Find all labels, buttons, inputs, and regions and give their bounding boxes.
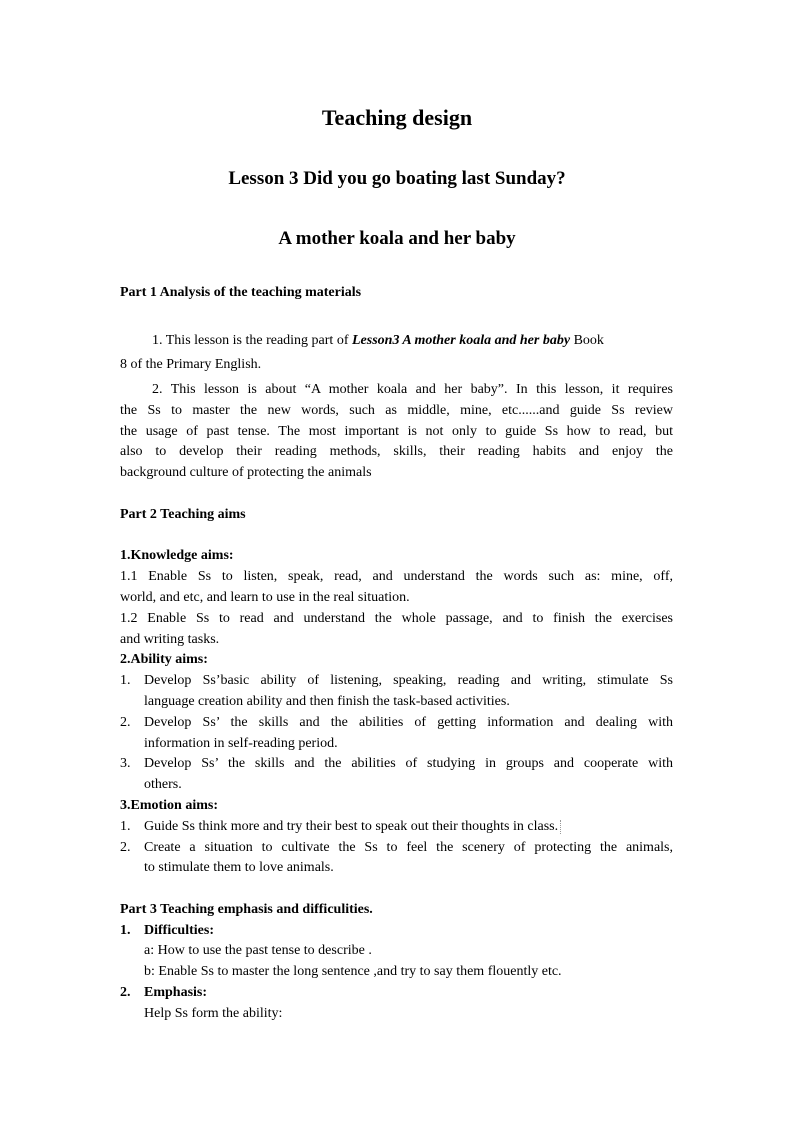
emotion-aim-1	[144, 818, 562, 836]
ability-aims-heading: 2.Ability aims:	[120, 652, 208, 667]
difficulty-b: b: Enable Ss to master the long sentence ,and try to say them flouently etc.	[144, 964, 562, 979]
ability-aim-1: Develop Ss’basic ability of listening, speaking, reading and writing, stimulate Ss	[144, 673, 673, 688]
p1-text-post: Book	[570, 333, 604, 348]
part1-paragraph2-line4: also to develop their reading methods, skills, their reading habits and enjoy the	[120, 444, 673, 459]
ability-aim-2: Develop Ss’ the skills and the abilities of getting information and dealing with	[144, 715, 673, 730]
part3-heading: Part 3 Teaching emphasis and difficulities.	[120, 902, 373, 917]
part1-paragraph1-line2: 8 of the Primary English.	[120, 357, 262, 372]
knowledge-aims-heading: 1.Knowledge aims:	[120, 548, 234, 563]
difficulty-a: a: How to use the past tense to describe .	[144, 943, 372, 958]
part1-paragraph1-line1	[152, 332, 673, 350]
ability-aim-3-number: 3.	[120, 756, 131, 771]
document-title: Teaching design	[321, 105, 473, 130]
emphasis-heading: Emphasis:	[144, 985, 208, 1000]
p1-text-pre: 1. This lesson is the reading part of	[152, 333, 352, 348]
emotion-aim-1-number: 1.	[120, 819, 131, 834]
part1-paragraph2-line1: 2. This lesson is about “A mother koala and her baby”. In this lesson, it requires	[152, 382, 673, 397]
emotion-aim-2: Create a situation to cultivate the Ss to feel the scenery of protecting the animals,	[144, 840, 673, 855]
ability-aim-3-cont: others.	[144, 777, 182, 792]
emotion-aims-heading: 3.Emotion aims:	[120, 798, 218, 813]
emphasis-number: 2.	[120, 985, 131, 1000]
lesson-subtitle: A mother koala and her baby	[278, 228, 516, 249]
emotion-aim-2-number: 2.	[120, 840, 131, 855]
difficulties-number: 1.	[120, 923, 131, 938]
difficulties-heading: Difficulties:	[144, 923, 214, 938]
knowledge-aim-2: 1.2 Enable Ss to read and understand the whole passage, and to finish the exercises	[120, 611, 673, 626]
text-cursor	[560, 820, 562, 834]
emotion-aim-2-cont: to stimulate them to love animals.	[144, 860, 334, 875]
ability-aim-2-number: 2.	[120, 715, 131, 730]
ability-aim-3: Develop Ss’ the skills and the abilities of studying in groups and cooperate with	[144, 756, 673, 771]
ability-aim-1-cont: language creation ability and then finish the task-based activities.	[144, 694, 510, 709]
knowledge-aim-2-cont: and writing tasks.	[120, 632, 220, 647]
part2-heading: Part 2 Teaching aims	[120, 507, 246, 522]
lesson-title: Lesson 3 Did you go boating last Sunday?	[228, 168, 566, 189]
ability-aim-1-number: 1.	[120, 673, 131, 688]
emphasis-text: Help Ss form the ability:	[144, 1006, 283, 1021]
knowledge-aim-1-cont: world, and etc, and learn to use in the real situation.	[120, 590, 410, 605]
ability-aim-2-cont: information in self-reading period.	[144, 736, 338, 751]
emotion-aim-1-text: Guide Ss think more and try their best to speak out their thoughts in class.	[144, 819, 559, 834]
part1-heading: Part 1 Analysis of the teaching materials	[120, 285, 362, 300]
part1-paragraph2-line2: the Ss to master the new words, such as middle, mine, etc......and guide Ss review	[120, 403, 673, 418]
part1-paragraph2-line3: the usage of past tense. The most important is not only to guide Ss how to read, but	[120, 424, 673, 439]
p1-text-emphasis: Lesson3 A mother koala and her baby	[352, 333, 571, 348]
part1-paragraph2-line5: background culture of protecting the animals	[120, 465, 372, 480]
knowledge-aim-1: 1.1 Enable Ss to listen, speak, read, and understand the words such as: mine, off,	[120, 569, 673, 584]
